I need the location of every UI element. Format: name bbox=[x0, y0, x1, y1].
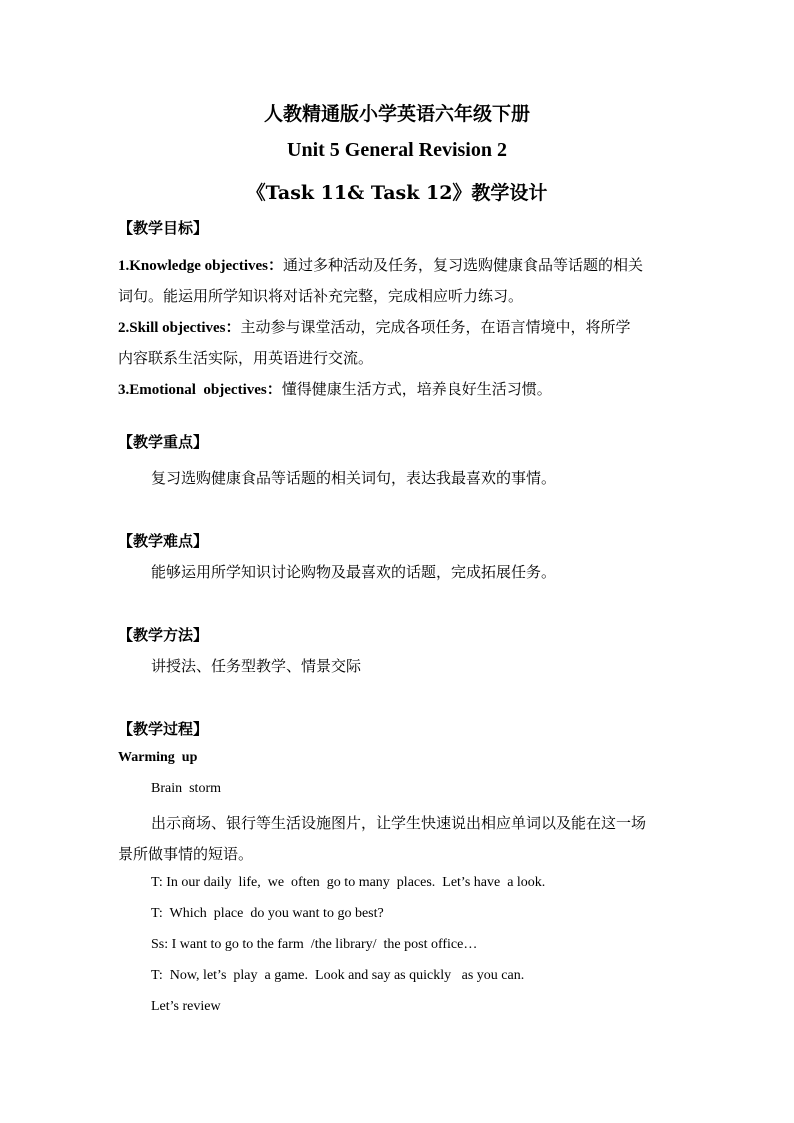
skill-objective-label: 2.Skill objectives： bbox=[118, 320, 241, 336]
unit-title: Unit 5 General Revision 2 bbox=[287, 139, 507, 161]
dialogue-line-1: T: In our daily life, we often go to many places. Let’s have a look. bbox=[151, 875, 546, 890]
key-points-heading: 【教学重点】 bbox=[118, 433, 209, 451]
difficulties-heading: 【教学难点】 bbox=[118, 532, 209, 550]
skill-objective-line-1 bbox=[118, 316, 631, 337]
document-title: 人教精通版小学英语六年级下册 bbox=[263, 103, 530, 125]
lesson-title: 《Task 11& Task 12》教学设计 bbox=[246, 182, 548, 204]
dialogue-line-2: T: Which place do you want to go best? bbox=[151, 906, 384, 921]
difficulties-text: 能够运用所学知识讨论购物及最喜欢的话题，完成拓展任务。 bbox=[151, 563, 557, 581]
knowledge-objective-line-1 bbox=[118, 254, 643, 275]
dialogue-line-4: T: Now, let’s play a game. Look and say as quickly as you can. bbox=[151, 968, 525, 983]
lets-review-label: Let’s review bbox=[151, 999, 221, 1014]
instruction-line-2: 景所做事情的短语。 bbox=[118, 845, 254, 863]
skill-objective-text: 主动参与课堂活动，完成各项任务，在语言情境中，将所学 bbox=[240, 318, 631, 336]
emotional-objective-label: 3.Emotional objectives： bbox=[118, 382, 282, 398]
methods-text: 讲授法、任务型教学、情景交际 bbox=[151, 657, 362, 675]
process-heading: 【教学过程】 bbox=[118, 720, 209, 738]
knowledge-objective-text: 通过多种活动及任务，复习选购健康食品等话题的相关 bbox=[282, 256, 643, 274]
knowledge-objective-line-2: 词句。能运用所学知识将对话补充完整，完成相应听力练习。 bbox=[118, 287, 524, 305]
knowledge-objective-label: 1.Knowledge objectives： bbox=[118, 258, 283, 274]
methods-heading: 【教学方法】 bbox=[118, 626, 209, 644]
emotional-objective-line bbox=[118, 378, 552, 399]
dialogue-line-3: Ss: I want to go to the farm /the library/ the post office… bbox=[151, 937, 478, 952]
skill-objective-line-2: 内容联系生活实际，用英语进行交流。 bbox=[118, 349, 374, 367]
instruction-line-1: 出示商场、银行等生活设施图片，让学生快速说出相应单词以及能在这一场 bbox=[151, 814, 647, 832]
brainstorm-label: Brain storm bbox=[151, 781, 221, 796]
key-points-text: 复习选购健康食品等话题的相关词句，表达我最喜欢的事情。 bbox=[151, 469, 557, 487]
warming-up-label: Warming up bbox=[118, 750, 198, 765]
objectives-heading: 【教学目标】 bbox=[118, 219, 209, 237]
emotional-objective-text: 懂得健康生活方式，培养良好生活习惯。 bbox=[281, 380, 552, 398]
